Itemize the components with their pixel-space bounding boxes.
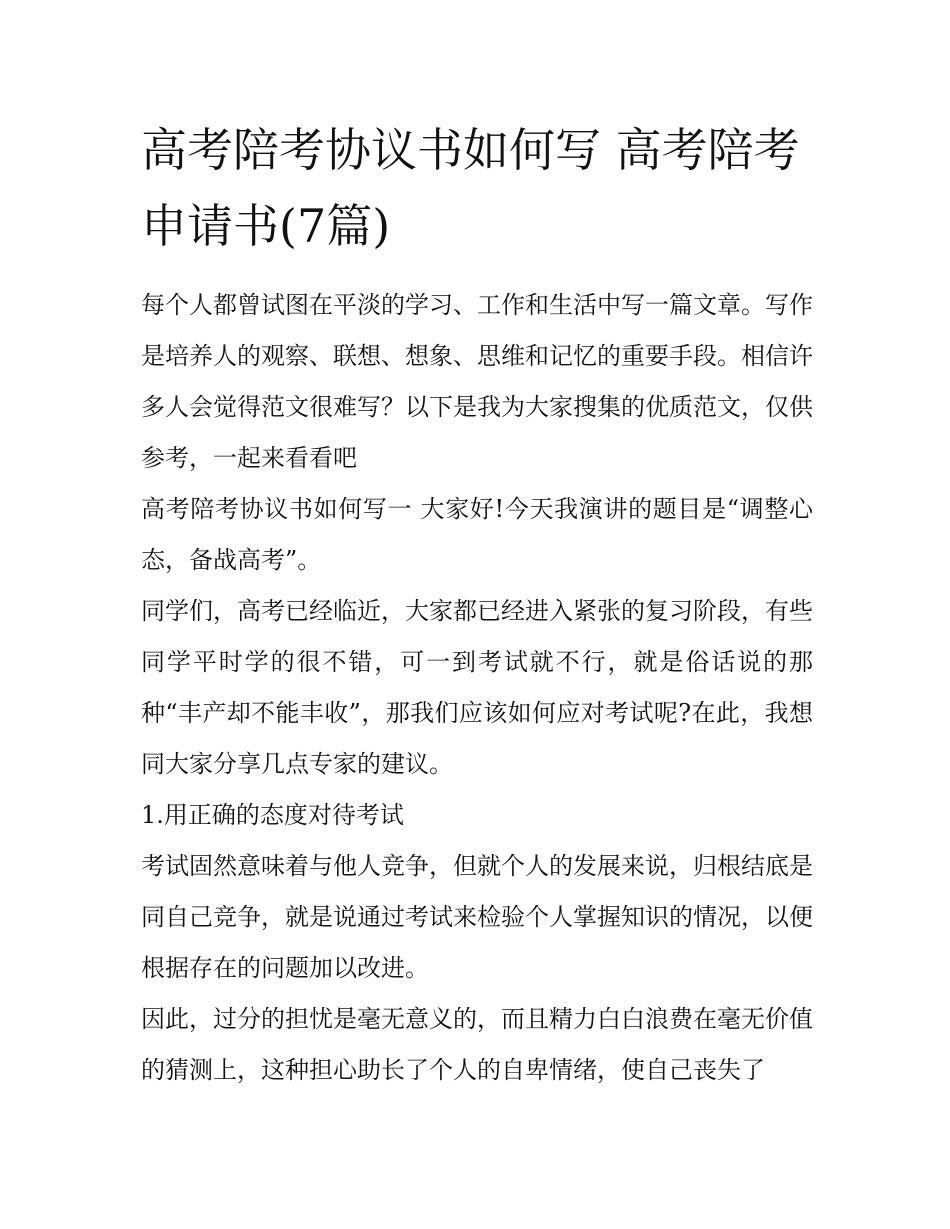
paragraph-compete-self: 考试固然意味着与他人竞争，但就个人的发展来说，归根结底是同自己竞争，就是说通过考试来检验个人掌握知识的情况，以便根据存在的问题加以改进。 bbox=[141, 852, 813, 982]
paragraph-speech-opening: 高考陪考协议书如何写一 大家好!今天我演讲的题目是“调整心态，备战高考”。 bbox=[141, 495, 813, 574]
paragraph-heading-1: 1.用正确的态度对待考试 bbox=[141, 801, 404, 829]
paragraph-exam-approaching: 同学们，高考已经临近，大家都已经进入紧张的复习阶段，有些同学平时学的很不错，可一到考试就不行，就是俗话说的那种“丰产却不能丰收”，那我们应该如何应对考试呢?在此，我想同大家分享几点专家的建议。 bbox=[141, 597, 813, 778]
document-title: 高考陪考协议书如何写 高考陪考申请书(7篇) bbox=[141, 123, 800, 253]
document-page bbox=[141, 112, 813, 1096]
paragraph-intro: 每个人都曾试图在平淡的学习、工作和生活中写一篇文章。写作是培养人的观察、联想、想象、思维和记忆的重要手段。相信许多人会觉得范文很难写？以下是我为大家搜集的优质范文，仅供参考，一起来看看吧 bbox=[141, 291, 813, 472]
paragraph-worry: 因此，过分的担忧是毫无意义的，而且精力白白浪费在毫无价值的猜测上，这种担心助长了个人的自卑情绪，使自己丧失了 bbox=[141, 1005, 813, 1084]
